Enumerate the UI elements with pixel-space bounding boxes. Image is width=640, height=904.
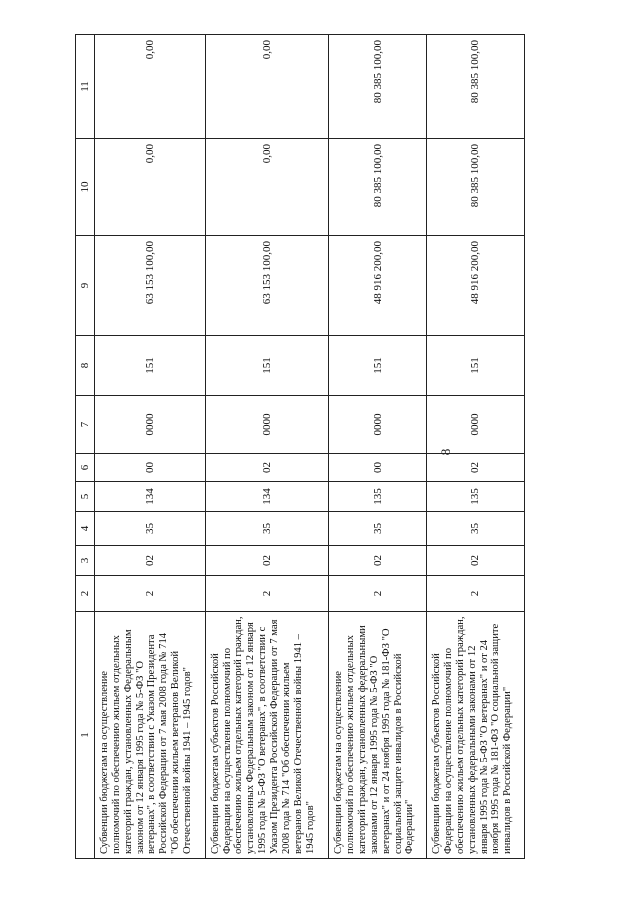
column-header: 2 [76, 576, 95, 612]
amount-cell: 0,00 [205, 35, 329, 139]
amount-cell: 80 385 100,00 [427, 35, 525, 139]
code-cell: 135 [329, 482, 427, 512]
amount-cell: 48 916 200,00 [427, 236, 525, 336]
table-row [427, 35, 525, 859]
code-cell: 35 [329, 512, 427, 546]
subvention-description: Субвенции бюджетам на осуществление полномочий по обеспечению жильем отдельных категорий граждан, установленных Федеральным законом от 12 января 1995 года № 5-ФЗ "О ветеранах", в соответствии с Указом Президента Российской Федерации от 7 мая 2008 года № 714 "Об обеспечении жильем ветеранов Великой Отечественной войны 1941 – 1945 годов" [95, 612, 206, 859]
amount-cell: 48 916 200,00 [329, 236, 427, 336]
budget-subventions-table [75, 34, 525, 859]
amount-cell: 80 385 100,00 [329, 35, 427, 139]
code-cell: 00 [95, 454, 206, 482]
code-cell: 2 [95, 576, 206, 612]
column-header: 5 [76, 482, 95, 512]
code-cell: 2 [329, 576, 427, 612]
code-cell: 35 [205, 512, 329, 546]
column-header: 3 [76, 546, 95, 576]
amount-cell: 0,00 [95, 139, 206, 236]
code-cell: 02 [329, 546, 427, 576]
code-cell: 02 [205, 546, 329, 576]
code-cell: 135 [427, 482, 525, 512]
table-row [95, 35, 206, 859]
column-header: 4 [76, 512, 95, 546]
code-cell: 134 [205, 482, 329, 512]
column-header: 10 [76, 139, 95, 236]
amount-cell: 0,00 [95, 35, 206, 139]
code-cell: 134 [95, 482, 206, 512]
column-header: 11 [76, 35, 95, 139]
page-number: 8 [438, 448, 453, 456]
rotated-table-page [75, 35, 525, 859]
code-cell: 2 [427, 576, 525, 612]
subvention-description: Субвенции бюджетам субъектов Российской Федерации на осуществление полномочий по обеспечению жильем отдельных категорий граждан, установленных федеральными законами от 12 января 1995 года № 5-ФЗ "О ветеранах" и от 24 ноября 1995 года № 181-ФЗ "О социальной защите инвалидов в Российской Федерации" [427, 612, 525, 859]
code-cell: 0000 [329, 396, 427, 454]
table-row [329, 35, 427, 859]
code-cell: 0000 [205, 396, 329, 454]
amount-cell: 63 153 100,00 [205, 236, 329, 336]
table-header-row [76, 35, 95, 859]
amount-cell: 80 385 100,00 [427, 139, 525, 236]
code-cell: 0000 [427, 396, 525, 454]
amount-cell: 63 153 100,00 [95, 236, 206, 336]
column-header: 8 [76, 336, 95, 396]
code-cell: 151 [205, 336, 329, 396]
code-cell: 02 [205, 454, 329, 482]
code-cell: 02 [427, 454, 525, 482]
subvention-description: Субвенции бюджетам субъектов Российской Федерации на осуществление полномочий по обеспечению жильем отдельных категорий граждан, установленных Федеральным законом от 12 января 1995 года № 5-ФЗ "О ветеранах", в соответствии с Указом Президента Российской Федерации от 7 мая 2008 года № 714 "Об обеспечении жильем ветеранов Великой Отечественной войны 1941 – 1945 годов" [205, 612, 329, 859]
amount-cell: 0,00 [205, 139, 329, 236]
code-cell: 151 [95, 336, 206, 396]
code-cell: 2 [205, 576, 329, 612]
code-cell: 151 [329, 336, 427, 396]
code-cell: 0000 [95, 396, 206, 454]
column-header: 6 [76, 454, 95, 482]
column-header: 9 [76, 236, 95, 336]
subvention-description: Субвенции бюджетам на осуществление полномочий по обеспечению жильем отдельных категорий граждан, установленных федеральными законами от 12 января 1995 года № 5-ФЗ "О ветеранах" и от 24 ноября 1995 года № 181-ФЗ "О социальной защите инвалидов в Российской Федерации" [329, 612, 427, 859]
code-cell: 00 [329, 454, 427, 482]
column-header: 7 [76, 396, 95, 454]
table-row [205, 35, 329, 859]
code-cell: 35 [95, 512, 206, 546]
code-cell: 151 [427, 336, 525, 396]
column-header: 1 [76, 612, 95, 859]
amount-cell: 80 385 100,00 [329, 139, 427, 236]
code-cell: 02 [95, 546, 206, 576]
code-cell: 02 [427, 546, 525, 576]
code-cell: 35 [427, 512, 525, 546]
